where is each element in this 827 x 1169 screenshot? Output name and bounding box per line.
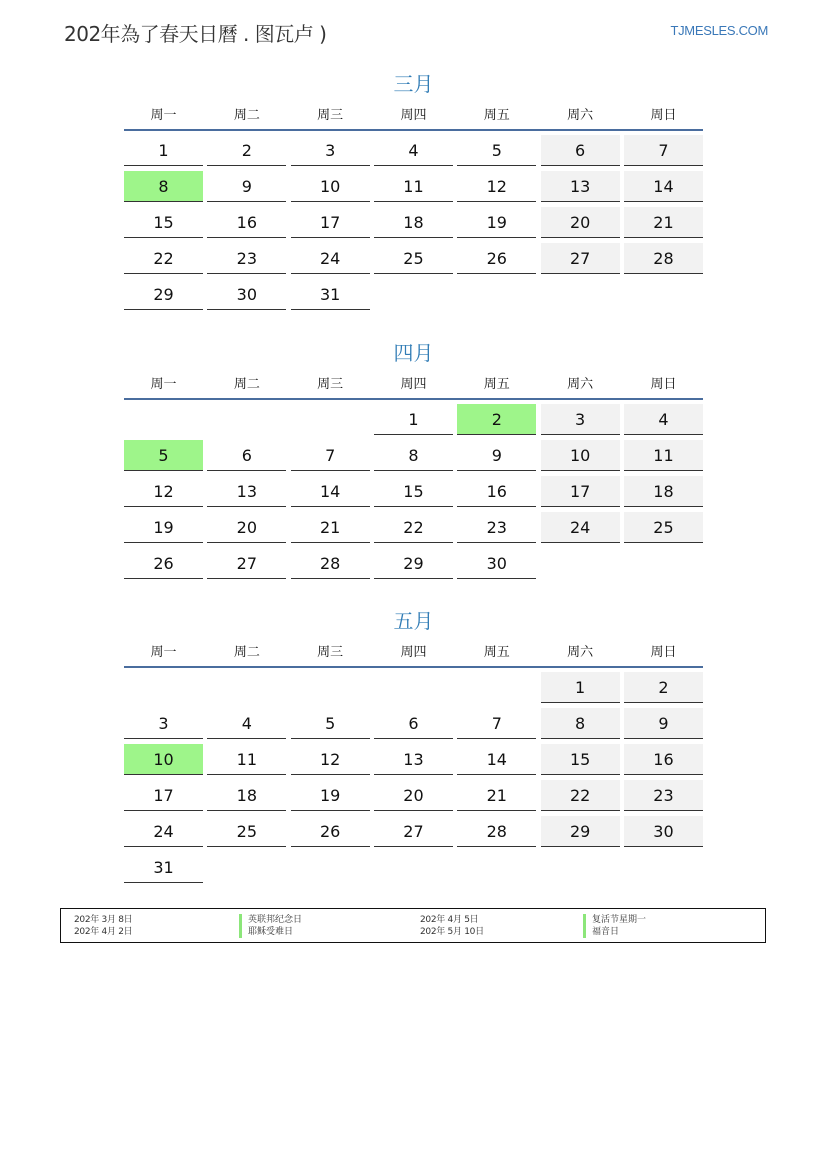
week-row: [124, 672, 703, 705]
weekday-label: 周五: [483, 108, 510, 123]
day-cell: 24: [291, 243, 370, 274]
empty-day-cell: [374, 279, 453, 309]
day-cell: 14: [457, 744, 536, 775]
week-row: [124, 135, 703, 168]
day-cell: 17: [291, 207, 370, 238]
weekend-day-cell: 14: [624, 171, 703, 202]
day-cell: 12: [124, 476, 203, 507]
day-cell: 31: [291, 279, 370, 310]
week-row: [124, 708, 703, 741]
day-cell: 21: [457, 780, 536, 811]
weekday-label: 周六: [567, 645, 594, 660]
day-cell: 22: [374, 512, 453, 543]
weekend-day-cell: 27: [541, 243, 620, 274]
weekday-label: 周二: [233, 645, 260, 660]
day-cell: 3: [124, 708, 203, 739]
day-cell: 25: [374, 243, 453, 274]
weekend-day-cell: 8: [541, 708, 620, 739]
day-cell: 21: [291, 512, 370, 543]
weekend-day-cell: 10: [541, 440, 620, 471]
day-cell: 18: [207, 780, 286, 811]
month-title: 四月: [393, 341, 434, 365]
day-cell: 19: [124, 512, 203, 543]
day-cell: 8: [374, 440, 453, 471]
page-title: 202年為了春天日曆 . 图瓦卢 ): [64, 22, 327, 46]
day-cell: 19: [291, 780, 370, 811]
empty-day-cell: [541, 852, 620, 882]
day-cell: 28: [291, 548, 370, 579]
day-cell: 1: [124, 135, 203, 166]
month-block: [124, 607, 703, 888]
weekday-label: 周一: [150, 377, 177, 392]
empty-day-cell: [457, 279, 536, 309]
weekday-header: [124, 107, 703, 131]
weekend-day-cell: 15: [541, 744, 620, 775]
weekday-label: 周二: [233, 377, 260, 392]
weekend-day-cell: 1: [541, 672, 620, 703]
weekend-day-cell: 22: [541, 780, 620, 811]
holiday-day-cell: 2: [457, 404, 536, 435]
week-row: [124, 243, 703, 276]
weekend-day-cell: 20: [541, 207, 620, 238]
week-row: [124, 171, 703, 204]
day-cell: 1: [374, 404, 453, 435]
weekend-day-cell: 28: [624, 243, 703, 274]
weekend-day-cell: 25: [624, 512, 703, 543]
day-cell: 15: [374, 476, 453, 507]
month-grid: [124, 404, 703, 581]
legend-date: 202年 3月 8日: [74, 915, 133, 925]
day-cell: 7: [457, 708, 536, 739]
week-row: [124, 852, 703, 885]
empty-day-cell: [457, 672, 536, 702]
weekday-label: 周三: [317, 108, 344, 123]
legend-holiday-name: 英联邦纪念日: [239, 914, 302, 926]
empty-day-cell: [291, 404, 370, 434]
day-cell: 30: [457, 548, 536, 579]
week-row: [124, 279, 703, 312]
holiday-day-cell: 8: [124, 171, 203, 202]
month-block: [124, 339, 703, 584]
day-cell: 23: [457, 512, 536, 543]
day-cell: 11: [374, 171, 453, 202]
day-cell: 12: [291, 744, 370, 775]
day-cell: 13: [207, 476, 286, 507]
weekday-label: 周四: [400, 377, 427, 392]
empty-day-cell: [624, 548, 703, 578]
day-cell: 23: [207, 243, 286, 274]
brand-link[interactable]: TJMESLES.COM: [670, 23, 768, 38]
day-cell: 9: [457, 440, 536, 471]
weekend-day-cell: 29: [541, 816, 620, 847]
week-row: [124, 548, 703, 581]
day-cell: 25: [207, 816, 286, 847]
empty-day-cell: [541, 548, 620, 578]
day-cell: 12: [457, 171, 536, 202]
weekday-label: 周四: [400, 645, 427, 660]
day-cell: 29: [124, 279, 203, 310]
day-cell: 22: [124, 243, 203, 274]
week-row: [124, 512, 703, 545]
weekday-label: 周五: [483, 645, 510, 660]
day-cell: 4: [374, 135, 453, 166]
month-title: 三月: [393, 72, 434, 96]
day-cell: 13: [374, 744, 453, 775]
day-cell: 27: [207, 548, 286, 579]
weekday-label: 周日: [650, 377, 677, 392]
weekday-label: 周日: [650, 645, 677, 660]
day-cell: 17: [124, 780, 203, 811]
empty-day-cell: [207, 672, 286, 702]
day-cell: 7: [291, 440, 370, 471]
weekday-label: 周一: [150, 645, 177, 660]
day-cell: 27: [374, 816, 453, 847]
weekend-day-cell: 23: [624, 780, 703, 811]
weekday-label: 周六: [567, 377, 594, 392]
empty-day-cell: [207, 852, 286, 882]
holiday-day-cell: 5: [124, 440, 203, 471]
empty-day-cell: [207, 404, 286, 434]
weekday-label: 周三: [317, 645, 344, 660]
week-row: [124, 404, 703, 437]
weekend-day-cell: 2: [624, 672, 703, 703]
day-cell: 24: [124, 816, 203, 847]
day-cell: 26: [124, 548, 203, 579]
weekday-label: 周一: [150, 108, 177, 123]
day-cell: 9: [207, 171, 286, 202]
day-cell: 2: [207, 135, 286, 166]
month-grid: [124, 672, 703, 885]
empty-day-cell: [624, 852, 703, 882]
holiday-day-cell: 10: [124, 744, 203, 775]
day-cell: 30: [207, 279, 286, 310]
week-row: [124, 476, 703, 509]
month-title: 五月: [393, 609, 434, 633]
day-cell: 14: [291, 476, 370, 507]
day-cell: 15: [124, 207, 203, 238]
weekend-day-cell: 11: [624, 440, 703, 471]
weekend-day-cell: 9: [624, 708, 703, 739]
empty-day-cell: [457, 852, 536, 882]
weekday-label: 周五: [483, 377, 510, 392]
empty-day-cell: [291, 852, 370, 882]
empty-day-cell: [291, 672, 370, 702]
weekend-day-cell: 13: [541, 171, 620, 202]
weekend-day-cell: 6: [541, 135, 620, 166]
legend-date: 202年 4月 5日: [420, 915, 479, 925]
legend-date: 202年 5月 10日: [420, 927, 484, 937]
day-cell: 26: [291, 816, 370, 847]
weekday-label: 周三: [317, 377, 344, 392]
legend-date: 202年 4月 2日: [74, 927, 133, 937]
weekday-header: [124, 644, 703, 668]
day-cell: 3: [291, 135, 370, 166]
weekend-day-cell: 17: [541, 476, 620, 507]
day-cell: 16: [207, 207, 286, 238]
legend-holiday-name: 复活节星期一: [583, 914, 646, 926]
weekday-header: [124, 376, 703, 400]
empty-day-cell: [374, 852, 453, 882]
weekday-label: 周二: [233, 108, 260, 123]
day-cell: 19: [457, 207, 536, 238]
empty-day-cell: [124, 404, 203, 434]
weekend-day-cell: 16: [624, 744, 703, 775]
week-row: [124, 744, 703, 777]
weekday-label: 周六: [567, 108, 594, 123]
weekend-day-cell: 18: [624, 476, 703, 507]
week-row: [124, 440, 703, 473]
weekday-label: 周日: [650, 108, 677, 123]
day-cell: 16: [457, 476, 536, 507]
day-cell: 5: [291, 708, 370, 739]
empty-day-cell: [374, 672, 453, 702]
day-cell: 29: [374, 548, 453, 579]
day-cell: 10: [291, 171, 370, 202]
holiday-legend: [60, 908, 766, 943]
legend-holiday-name: 耶稣受难日: [239, 926, 293, 938]
weekend-day-cell: 7: [624, 135, 703, 166]
week-row: [124, 780, 703, 813]
empty-day-cell: [541, 279, 620, 309]
month-grid: [124, 135, 703, 312]
day-cell: 5: [457, 135, 536, 166]
day-cell: 6: [374, 708, 453, 739]
day-cell: 26: [457, 243, 536, 274]
month-block: [124, 70, 703, 315]
weekend-day-cell: 21: [624, 207, 703, 238]
legend-holiday-name: 福音日: [583, 926, 619, 938]
empty-day-cell: [124, 672, 203, 702]
empty-day-cell: [624, 279, 703, 309]
weekend-day-cell: 3: [541, 404, 620, 435]
day-cell: 20: [374, 780, 453, 811]
day-cell: 6: [207, 440, 286, 471]
day-cell: 31: [124, 852, 203, 883]
weekday-label: 周四: [400, 108, 427, 123]
weekend-day-cell: 30: [624, 816, 703, 847]
day-cell: 28: [457, 816, 536, 847]
day-cell: 18: [374, 207, 453, 238]
week-row: [124, 816, 703, 849]
weekend-day-cell: 24: [541, 512, 620, 543]
day-cell: 4: [207, 708, 286, 739]
day-cell: 20: [207, 512, 286, 543]
day-cell: 11: [207, 744, 286, 775]
week-row: [124, 207, 703, 240]
weekend-day-cell: 4: [624, 404, 703, 435]
